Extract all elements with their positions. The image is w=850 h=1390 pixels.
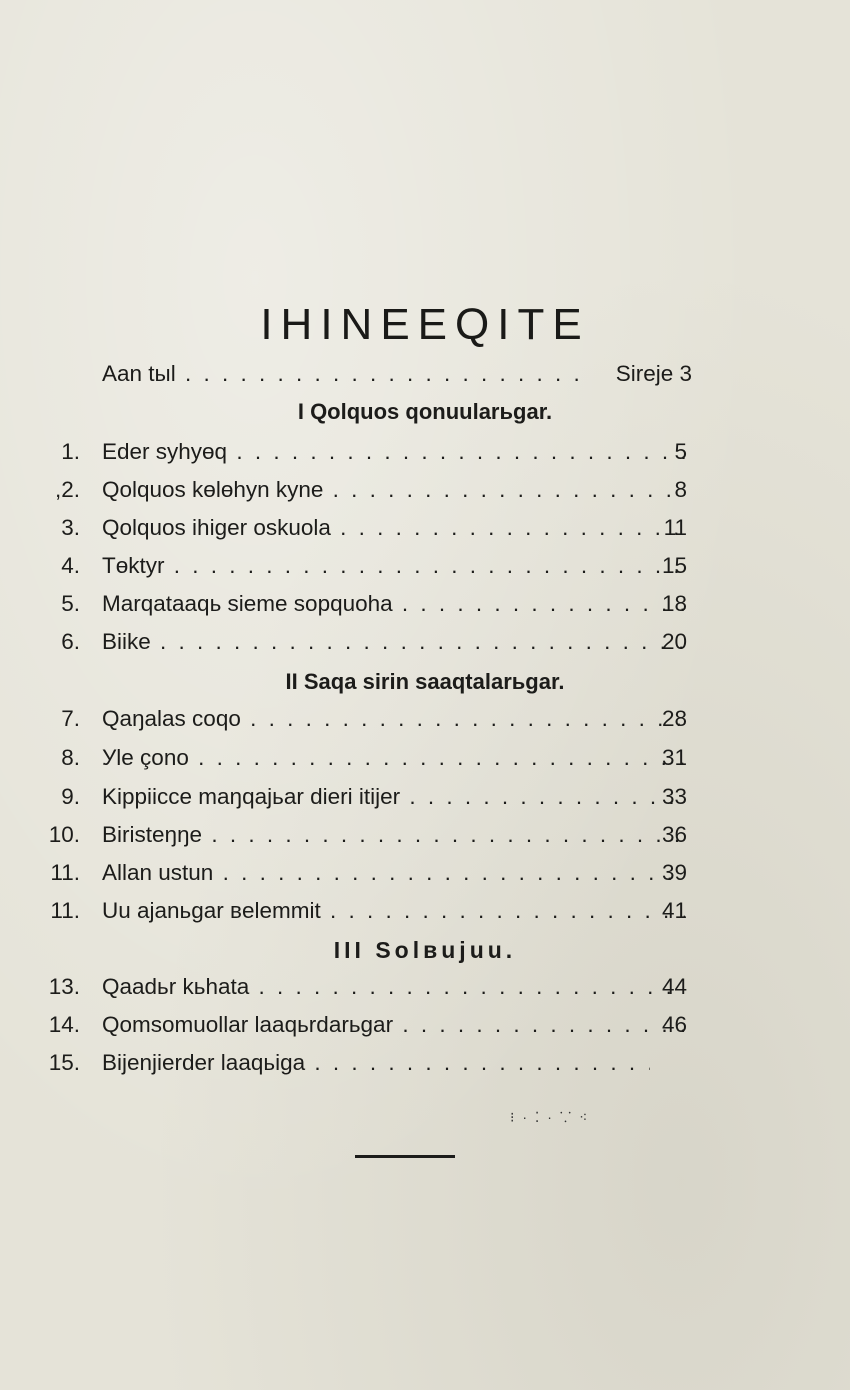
toc-entry-number: 8. — [61, 745, 80, 770]
end-rule — [355, 1155, 455, 1158]
toc-entry-number: 3. — [61, 515, 80, 540]
toc-entry-page: 20 — [661, 629, 687, 654]
toc-entry-label: Allan ustun . . . — [102, 854, 685, 892]
toc-entry-number: 9. — [61, 784, 80, 809]
toc-entry-label: Bijenjierder laaqьiga . . . — [102, 1044, 650, 1082]
toc-entry-page: 18 — [661, 591, 687, 616]
toc-entry-page: 41 — [661, 898, 687, 923]
toc-entry — [0, 816, 850, 854]
section-heading: I Qolquos qonuularьgar. — [297, 399, 553, 424]
toc-entry-number: 15. — [48, 1050, 80, 1075]
toc-entry-page: 28 — [661, 706, 687, 731]
toc-entry-label: Marqataaqь sieme sopquoha . . . — [102, 585, 685, 623]
toc-entry-number: 10. — [48, 822, 80, 847]
toc-entry-page: 46 — [661, 1012, 687, 1037]
toc-entry-label: Aan tыl . . . — [102, 355, 590, 393]
toc-entry-number: 5. — [61, 591, 80, 616]
toc-entry — [0, 1006, 850, 1044]
toc-entry-number: 13. — [48, 974, 80, 999]
toc-entry-page: 31 — [661, 745, 687, 770]
toc-entry-label: Kippiicce maŋqajьar dieri itijer . . . — [102, 778, 685, 816]
toc-entry — [0, 433, 850, 471]
toc-entry-number: 1. — [61, 439, 80, 464]
toc-entry-label: Eder syhyөq . . . — [102, 433, 685, 471]
toc-entry — [0, 892, 850, 930]
toc-entry-label: Tөktyr . . . — [102, 547, 685, 585]
toc-entry-page: 33 — [661, 784, 687, 809]
toc-entry — [0, 854, 850, 892]
toc-entry — [0, 739, 850, 777]
toc-entry-page: 15 — [661, 553, 687, 578]
toc-entry — [0, 585, 850, 623]
toc-entry-page: 36 — [661, 822, 687, 847]
page-title: IHINEEQITE — [260, 300, 590, 349]
toc-entry-label: Uu ajanьgar вelemmit . . . — [102, 892, 685, 930]
toc-entry-number: 11. — [50, 860, 80, 885]
section-heading: III Solвujuu. — [333, 937, 517, 963]
toc-entry-number: 6. — [61, 629, 80, 654]
toc-entry-label: Qolquos kөlөhyn kyne . . . — [102, 471, 685, 509]
toc-entry-number: 7. — [61, 706, 80, 731]
ink-specks: ⁝ · ⁚ · ⸪ ⁖ — [510, 1109, 590, 1125]
toc-entry-label: Qolquos ihiger oskuola . . . — [102, 509, 685, 547]
toc-entry — [0, 1044, 850, 1082]
toc-intro-row — [0, 355, 850, 393]
toc-entry-number: ,2. — [54, 477, 80, 502]
toc-entry — [0, 471, 850, 509]
toc-entry-label: Уle çono . . . — [102, 739, 685, 777]
toc-entry — [0, 509, 850, 547]
toc-entry — [0, 778, 850, 816]
toc-entry-number: 4. — [61, 553, 80, 578]
section-heading: II Saqa sirin saaqtalarьgar. — [285, 669, 565, 694]
toc-entry — [0, 968, 850, 1006]
toc-entry-number: 14. — [48, 1012, 80, 1037]
toc-entry-label: Qaŋalas coqo . . . — [102, 700, 685, 738]
toc-entry-number: 11. — [50, 898, 80, 923]
toc-entry-page: 5 — [674, 439, 687, 464]
toc-entry-page: 39 — [661, 860, 687, 885]
toc-entry — [0, 623, 850, 661]
toc-entry-label: Qaadьr kьhata . . . — [102, 968, 685, 1006]
toc-entry-page: 44 — [661, 974, 687, 999]
toc-entry-label: Qomsomuollar laaqьrdarьgar . . . — [102, 1006, 685, 1044]
toc-entry — [0, 700, 850, 738]
toc-entry-label: Biike . . . — [102, 623, 685, 661]
toc-entry — [0, 547, 850, 585]
toc-entry-page: 11 — [663, 515, 687, 540]
toc-entry-page: Sireje 3 — [615, 361, 692, 386]
toc-entry-page: 8 — [674, 477, 687, 502]
toc-entry-label: Biristeŋŋe . . . — [102, 816, 685, 854]
